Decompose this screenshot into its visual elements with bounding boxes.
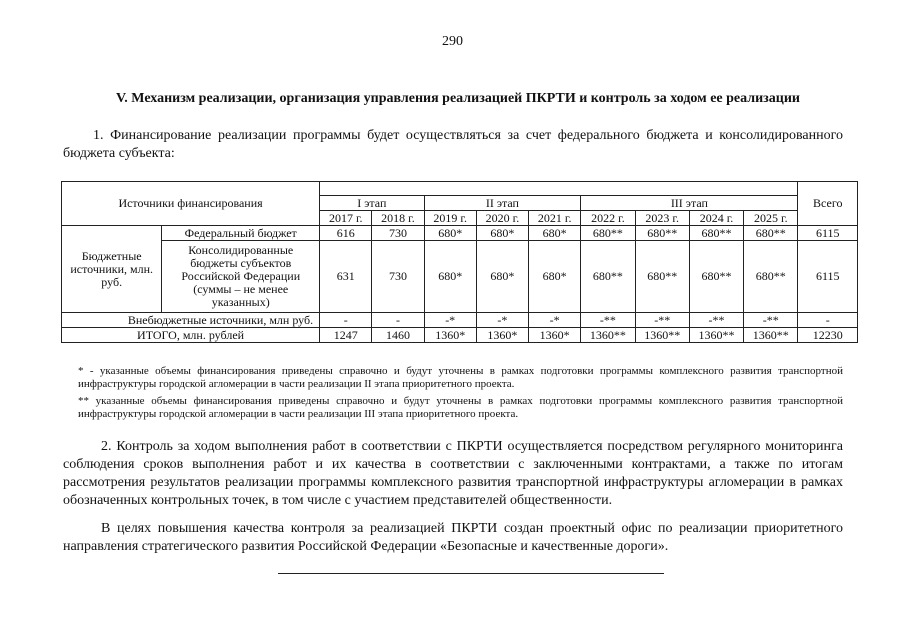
- header-stages-top: [320, 182, 798, 196]
- closing-rule: [278, 573, 664, 574]
- consolidated-value: 680**: [689, 241, 743, 313]
- extrabudget-value: -**: [744, 313, 798, 328]
- extrabudget-total: -: [798, 313, 858, 328]
- total-value: 1360**: [635, 328, 689, 343]
- total-value: 1247: [320, 328, 372, 343]
- consolidated-value: 680*: [529, 241, 581, 313]
- federal-value: 616: [320, 226, 372, 241]
- consolidated-value: 680**: [744, 241, 798, 313]
- grand-total: 12230: [798, 328, 858, 343]
- total-value: 1460: [372, 328, 424, 343]
- year-cell: 2018 г.: [372, 211, 424, 226]
- federal-budget-label: Федеральный бюджет: [162, 226, 320, 241]
- extrabudget-value: -: [320, 313, 372, 328]
- year-cell: 2017 г.: [320, 211, 372, 226]
- footnote-single-asterisk: * - указанные объемы финансирования приведены справочно и будут уточнены в рамках подготовки программы комплексного развития транспортной инфраструктуры городской агломерации в части реализации II этапа приоритетного проекта.: [78, 365, 843, 390]
- federal-value: 680**: [689, 226, 743, 241]
- consolidated-value: 680*: [424, 241, 476, 313]
- extrabudget-value: -*: [529, 313, 581, 328]
- year-cell: 2021 г.: [529, 211, 581, 226]
- page-number: 290: [442, 34, 463, 49]
- federal-value: 680*: [529, 226, 581, 241]
- total-value: 1360**: [689, 328, 743, 343]
- total-value: 1360**: [744, 328, 798, 343]
- paragraph-control: 2. Контроль за ходом выполнения работ в соответствии с ПКРТИ осуществляется посредством регулярного мониторинга соблюдения сроков выполнения работ и их качества в соответствии с заключенными контрактами, а также по итогам рассмотрения результатов реализации программы комплексного развития транспортной инфраструктуры агломерации в рамках обозначенных контрольных точек, в том числе с участием представителей общественности.: [63, 439, 843, 508]
- federal-value: 680*: [476, 226, 528, 241]
- year-cell: 2025 г.: [744, 211, 798, 226]
- year-cell: 2019 г.: [424, 211, 476, 226]
- extrabudget-value: -**: [689, 313, 743, 328]
- extrabudget-value: -*: [476, 313, 528, 328]
- consolidated-total: 6115: [798, 241, 858, 313]
- consolidated-value: 680**: [635, 241, 689, 313]
- extrabudget-value: -*: [424, 313, 476, 328]
- year-cell: 2024 г.: [689, 211, 743, 226]
- total-label: ИТОГО, млн. рублей: [62, 328, 320, 343]
- year-cell: 2023 г.: [635, 211, 689, 226]
- federal-value: 680**: [744, 226, 798, 241]
- extrabudget-value: -: [372, 313, 424, 328]
- consolidated-budget-label: Консолидированные бюджеты субъектов Российской Федерации (суммы – не менее указанных): [162, 241, 320, 313]
- consolidated-value: 680*: [476, 241, 528, 313]
- financing-table: [61, 181, 858, 343]
- header-sources: Источники финансирования: [62, 182, 320, 226]
- extrabudget-value: -**: [581, 313, 635, 328]
- federal-value: 680*: [424, 226, 476, 241]
- extrabudget-label: Внебюджетные источники, млн руб.: [62, 313, 320, 328]
- extrabudget-value: -**: [635, 313, 689, 328]
- consolidated-value: 680**: [581, 241, 635, 313]
- header-stage-1: I этап: [320, 196, 424, 211]
- year-cell: 2020 г.: [476, 211, 528, 226]
- footnote-double-asterisk: ** указанные объемы финансирования приведены справочно и будут уточнены в рамках подготовки программы комплексного развития транспортной инфраструктуры городской агломерации в части реализации III этапа приоритетного проекта.: [78, 395, 843, 420]
- federal-total: 6115: [798, 226, 858, 241]
- paragraph-project-office: В целях повышения качества контроля за реализацией ПКРТИ создан проектный офис по реализации приоритетного направления стратегического развития Российской Федерации «Безопасные и качественные дороги».: [63, 521, 843, 554]
- consolidated-value: 631: [320, 241, 372, 313]
- header-stage-2: II этап: [424, 196, 581, 211]
- year-cell: 2022 г.: [581, 211, 635, 226]
- budget-group-label: Бюджетные источники, млн. руб.: [62, 226, 162, 313]
- total-value: 1360*: [476, 328, 528, 343]
- total-value: 1360*: [424, 328, 476, 343]
- federal-value: 680**: [635, 226, 689, 241]
- header-total: Всего: [798, 182, 858, 226]
- total-value: 1360*: [529, 328, 581, 343]
- section-title: V. Механизм реализации, организация управления реализацией ПКРТИ и контроль за ходом ее реализации: [116, 91, 800, 106]
- header-stage-3: III этап: [581, 196, 798, 211]
- federal-value: 730: [372, 226, 424, 241]
- consolidated-value: 730: [372, 241, 424, 313]
- federal-value: 680**: [581, 226, 635, 241]
- paragraph-financing: 1. Финансирование реализации программы будет осуществляться за счет федерального бюджета и консолидированного бюджета субъекта:: [63, 128, 843, 161]
- total-value: 1360**: [581, 328, 635, 343]
